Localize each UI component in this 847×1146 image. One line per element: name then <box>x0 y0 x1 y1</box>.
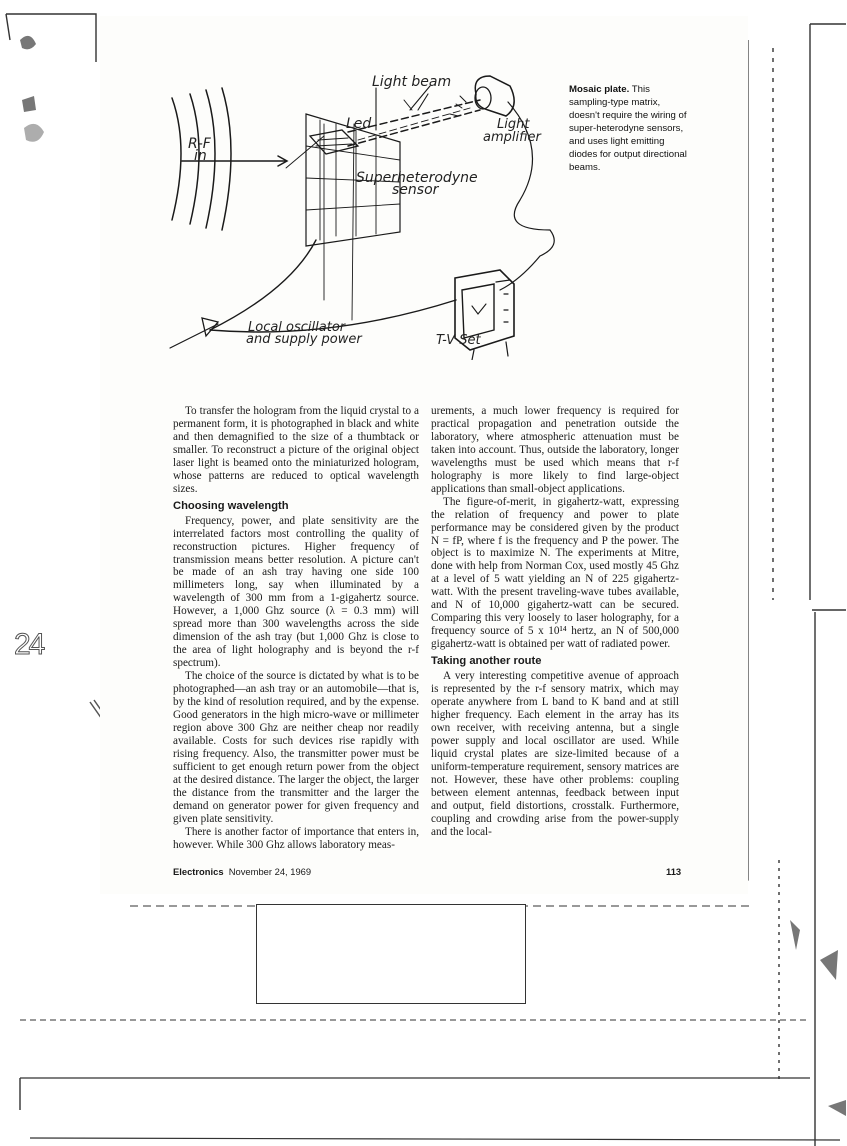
paragraph: The figure-of-merit, in gigahertz-watt, expressing the relation of frequency and power to plate performance may be considered given by the product N = fP, where f is the frequency and P the power. The object is to maximize N. The experiments at Mitre, done with help from Norman Cox, used mostly 45 Ghz at a level of 5 watt yielding an N of 225 gigahertz-watt. With the present traveling-wave tubes available, and N of 10,000 gigahertz-watt can be secured. Comparing this very loosely to laser holography, for a frequency source of 5 x 10¹⁴ hertz, an N of 500,000 gigahertz-watt is obtained per watt of radiated power. <box>431 495 679 651</box>
label-sensor-line1: Superheterodyne <box>356 170 478 186</box>
page-footer <box>173 866 311 877</box>
label-sensor-line2: sensor <box>392 182 439 198</box>
left-column <box>173 405 419 851</box>
caption-text: This sampling-type matrix, doesn't require the wiring of super-heterodyne sensors, and uses light emitting diodes for output directional beams. <box>569 84 687 173</box>
figure-caption <box>569 83 689 174</box>
label-light-amplifier-line2: amplifier <box>483 130 541 145</box>
paragraph: A very interesting competitive avenue of approach is represented by the r-f sensory matrix, which may operate anywhere from L band to K band and at still higher frequency. Each element in the array has its own receiver, with receiving antenna, but a single power supply and local oscillator are used. While liquid crystal plates are size-limited because of a uniform-temperature requirement, sensory matrices are not. However, these have other problems: coupling between element antennas, feedback between input and output, field distortions, crosstalk. Furthermore, coupling and crowding arise from the power-supply and the local- <box>431 670 679 838</box>
label-light-amplifier-line1: Light <box>497 117 530 132</box>
label-oscillator-line1: Local oscillator <box>248 320 346 335</box>
paragraph: There is another factor of importance that enters in, however. While 300 Ghz allows laboratory meas- <box>173 825 419 851</box>
paragraph: urements, a much lower frequency is required for practical propagation and penetration outside the laboratory, where atmospheric attenuation must be taken into account. Thus, outside the laboratory, longer wavelengths must be used which means that r-f holography is more likely to find large-object applications than small-object applications. <box>431 405 679 495</box>
label-light-beam: Light beam <box>372 74 452 90</box>
section-heading: Choosing wavelength <box>173 499 289 512</box>
page-number: 113 <box>666 866 682 877</box>
right-column <box>431 405 679 839</box>
publication-name: Electronics <box>173 866 224 877</box>
caption-title: Mosaic plate. <box>569 84 630 95</box>
publication-date: November 24, 1969 <box>228 866 312 877</box>
paragraph: To transfer the hologram from the liquid crystal to a permanent form, it is photographed in black and white and then demagnified to the size of a thumbtack or smaller. To reconstruct a picture of the original object laser light is beamed onto the miniaturized hologram, whose patterns are reduced to optical wavelength sizes. <box>173 405 419 495</box>
mosaic-plate-diagram <box>110 60 560 360</box>
label-rf-in-line1: R-F <box>188 136 211 152</box>
margin-page-mark: 24 <box>14 628 44 661</box>
label-led: Led <box>346 116 372 132</box>
label-rf-in-line2: in <box>194 148 207 164</box>
blank-stub-box <box>256 904 526 1004</box>
paragraph: Frequency, power, and plate sensitivity are the interrelated factors most controlling the quality of reconstruction pictures. Higher frequency of transmission means better resolution. A picture can't be made of an ash tray having one side 100 millimeters long, say when illuminated by a wavelength of 300 mm from a 1-gigahertz source. However, a 1,000 Ghz source (λ = 0.3 mm) will spread more than 300 wavelengths across the side dimension of the ash tray (but 1,000 Ghz is close to the area of light holography and is beyond the r-f spectrum). <box>173 514 419 670</box>
label-tv-set: T-V Set <box>436 333 481 348</box>
paragraph: The choice of the source is dictated by what is to be photographed—an ash tray or an automobile—that is, by the kind of resolution required, and by the expense. Good generators in the high micro-wave or millimeter region above 300 Ghz are neither cheap nor readily available. Costs for such devices rise rapidly with rising frequency. Also, the transmitter power must be sufficient to get enough return power from the object at the desired distance. The larger the object, the larger the distance from the transmitter and the larger the demand on generator power for given frequency and given plate sensitivity. <box>173 670 419 825</box>
section-heading: Taking another route <box>431 655 542 668</box>
label-oscillator-line2: and supply power <box>246 332 362 347</box>
